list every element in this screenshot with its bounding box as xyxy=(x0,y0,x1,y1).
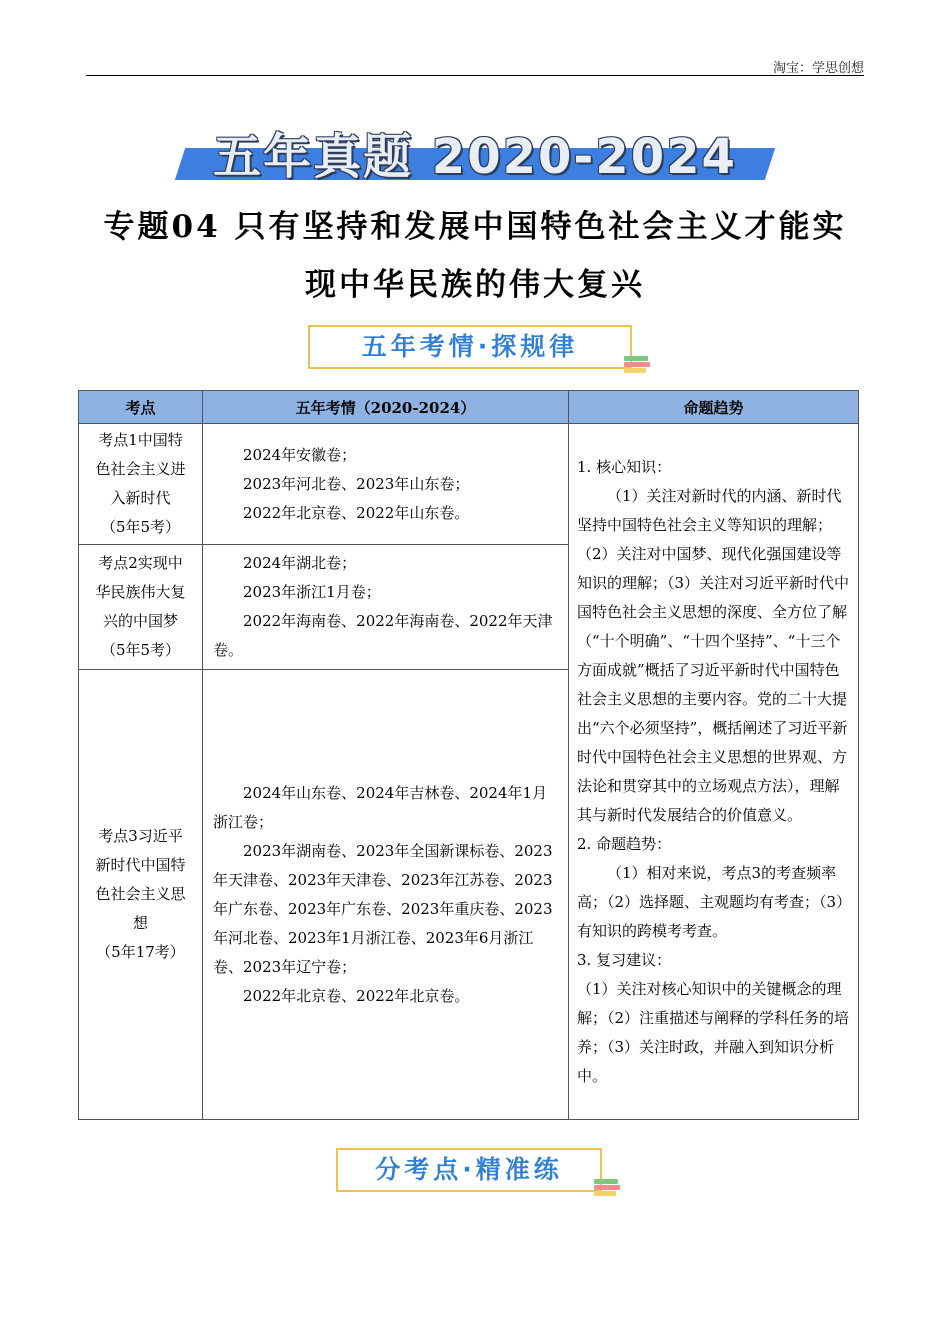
header-rule xyxy=(86,75,864,76)
title-line-1: 专题04 只有坚持和发展中国特色社会主义才能实 xyxy=(103,209,847,245)
exam-table xyxy=(78,390,859,1120)
section-label-trends-text: 五年考情·探规律 xyxy=(361,332,579,361)
trend-paragraph: （1）相对来说，考点3的考查频率高；（2）选择题、主观题均有考查；（3）有知识的跨模考考查。 xyxy=(577,863,844,940)
exam-point-count: （5年17考） xyxy=(96,943,185,961)
exam-point-count: （5年5考） xyxy=(100,641,181,659)
trend-paragraph: （1）关注对核心知识中的关键概念的理解；（2）注重描述与阐释的学科任务的培养；（3）关注时政，并融入到知识分析中。 xyxy=(577,979,850,1085)
section-label-practice-text: 分考点·精准练 xyxy=(375,1155,563,1184)
exam-point-cell xyxy=(79,670,203,1120)
banner-text: 五年真题 2020-2024 xyxy=(213,129,737,185)
header-note: 淘宝：学思创想 xyxy=(772,61,864,76)
exam-year-line: 2022年北京卷、2022年山东卷。 xyxy=(243,503,470,522)
exam-year-line: 2023年湖南卷、2023年全国新课标卷、2023年天津卷、2023年天津卷、2023年江苏卷、2023年广东卷、2023年广东卷、2023年重庆卷、2023年河北卷、2023年1月浙江卷、2023年6月浙江卷、2023年辽宁卷； xyxy=(213,841,553,976)
column-header: 五年考情（2020-2024） xyxy=(203,391,569,424)
trend-cell xyxy=(569,424,859,1120)
books-icon xyxy=(624,355,650,373)
exam-year-line: 2024年安徽卷； xyxy=(243,445,357,464)
table-row xyxy=(79,424,859,545)
exam-point-name: 考点1中国特色社会主义进入新时代 xyxy=(95,431,186,507)
exam-year-line: 2023年河北卷、2023年山东卷； xyxy=(243,474,470,493)
column-header: 考点 xyxy=(79,391,203,424)
table-header-row xyxy=(79,391,859,424)
books-icon xyxy=(594,1178,620,1196)
section-label-trends xyxy=(308,325,632,369)
trend-paragraph: （1）关注对新时代的内涵、新时代坚持中国特色社会主义等知识的理解；（2）关注对中国梦、现代化强国建设等知识的理解；（3）关注对习近平新时代中国特色社会主义思想的深度、全方位了解（“十个明确”、“十四个坚持”、“十三个方面成就”概括了习近平新时代中国特色社会主义思想的主要内容。党的二十大提出“六个必须坚持”，概括阐述了习近平新时代中国特色社会主义思想的世界观、方法论和贯穿其中的立场观点方法），理解其与新时代发展结合的价值意义。 xyxy=(577,486,850,824)
title-line-2: 现中华民族的伟大复兴 xyxy=(305,267,645,303)
exam-point-count: （5年5考） xyxy=(100,518,181,536)
trend-heading: 2. 命题趋势： xyxy=(577,834,672,853)
trend-heading: 1. 核心知识： xyxy=(577,457,672,476)
column-header: 命题趋势 xyxy=(569,391,859,424)
exam-year-line: 2022年海南卷、2022年海南卷、2022年天津卷。 xyxy=(213,612,553,659)
exam-years-cell xyxy=(203,545,569,670)
exam-years-cell xyxy=(203,424,569,545)
exam-point-name: 考点2实现中华民族伟大复兴的中国梦 xyxy=(95,554,186,630)
page-title xyxy=(86,198,864,314)
exam-year-line: 2022年北京卷、2022年北京卷。 xyxy=(243,986,470,1005)
trend-heading: 3. 复习建议： xyxy=(577,950,672,969)
exam-years-cell xyxy=(203,670,569,1120)
exam-year-line: 2024年山东卷、2024年吉林卷、2024年1月浙江卷； xyxy=(213,783,548,831)
banner xyxy=(180,118,770,184)
exam-point-cell xyxy=(79,424,203,545)
exam-point-cell xyxy=(79,545,203,670)
exam-year-line: 2023年浙江1月卷； xyxy=(243,583,381,601)
section-label-practice xyxy=(336,1148,602,1192)
exam-point-name: 考点3习近平新时代中国特色社会主义思想 xyxy=(95,827,186,932)
exam-year-line: 2024年湖北卷； xyxy=(243,554,357,572)
